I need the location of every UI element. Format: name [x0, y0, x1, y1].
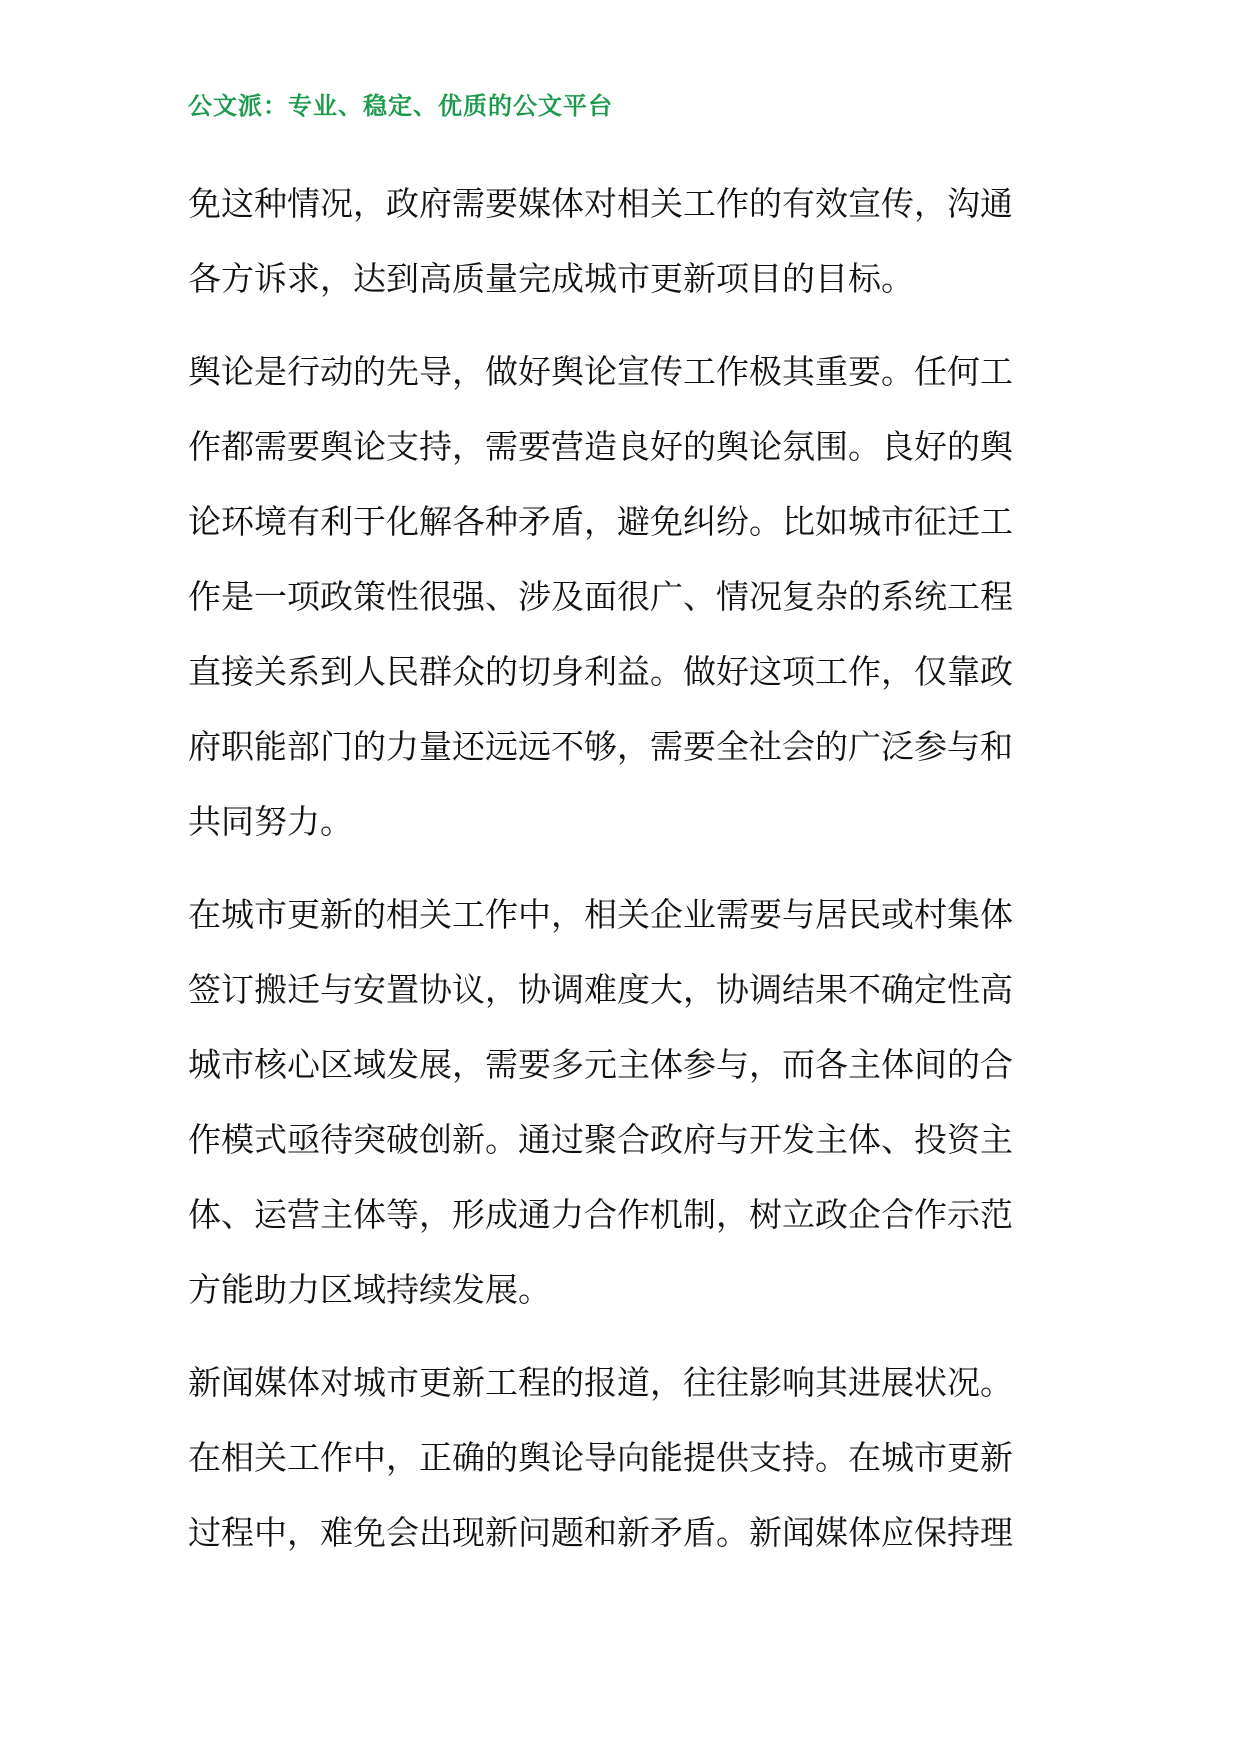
text-line: 新闻媒体对城市更新工程的报道，往往影响其进展状况。 — [188, 1363, 1013, 1402]
text-line: 在相关工作中，正确的舆论导向能提供支持。在城市更新 — [188, 1438, 1013, 1477]
text-line: 论环境有利于化解各种矛盾，避免纠纷。比如城市征迁工 — [188, 502, 1013, 541]
paragraph — [188, 877, 1058, 1327]
text-line: 府职能部门的力量还远远不够，需要全社会的广泛参与和 — [188, 727, 1013, 766]
document-body — [188, 166, 1058, 1588]
text-line: 免这种情况，政府需要媒体对相关工作的有效宣传，沟通 — [188, 184, 1013, 223]
text-line: 作模式亟待突破创新。通过聚合政府与开发主体、投资主 — [188, 1120, 1013, 1159]
text-line: 过程中，难免会出现新问题和新矛盾。新闻媒体应保持理 — [188, 1513, 1013, 1552]
paragraph — [188, 1345, 1058, 1570]
paragraph — [188, 334, 1058, 859]
text-line: 作是一项政策性很强、涉及面很广、情况复杂的系统工程 — [188, 577, 1013, 616]
text-line: 在城市更新的相关工作中，相关企业需要与居民或村集体 — [188, 895, 1013, 934]
text-line: 方能助力区域持续发展。 — [188, 1270, 551, 1309]
text-line: 共同努力。 — [188, 802, 353, 841]
page-header: 公文派：专业、稳定、优质的公文平台 — [188, 92, 613, 120]
text-line: 城市核心区域发展，需要多元主体参与，而各主体间的合 — [188, 1045, 1013, 1084]
paragraph — [188, 166, 1058, 316]
text-line: 作都需要舆论支持，需要营造良好的舆论氛围。良好的舆 — [188, 427, 1013, 466]
text-line: 各方诉求，达到高质量完成城市更新项目的目标。 — [188, 259, 914, 298]
text-line: 直接关系到人民群众的切身利益。做好这项工作，仅靠政 — [188, 652, 1013, 691]
text-line: 体、运营主体等，形成通力合作机制，树立政企合作示范 — [188, 1195, 1013, 1234]
text-line: 签订搬迁与安置协议，协调难度大，协调结果不确定性高 — [188, 970, 1013, 1009]
text-line: 舆论是行动的先导，做好舆论宣传工作极其重要。任何工 — [188, 352, 1013, 391]
